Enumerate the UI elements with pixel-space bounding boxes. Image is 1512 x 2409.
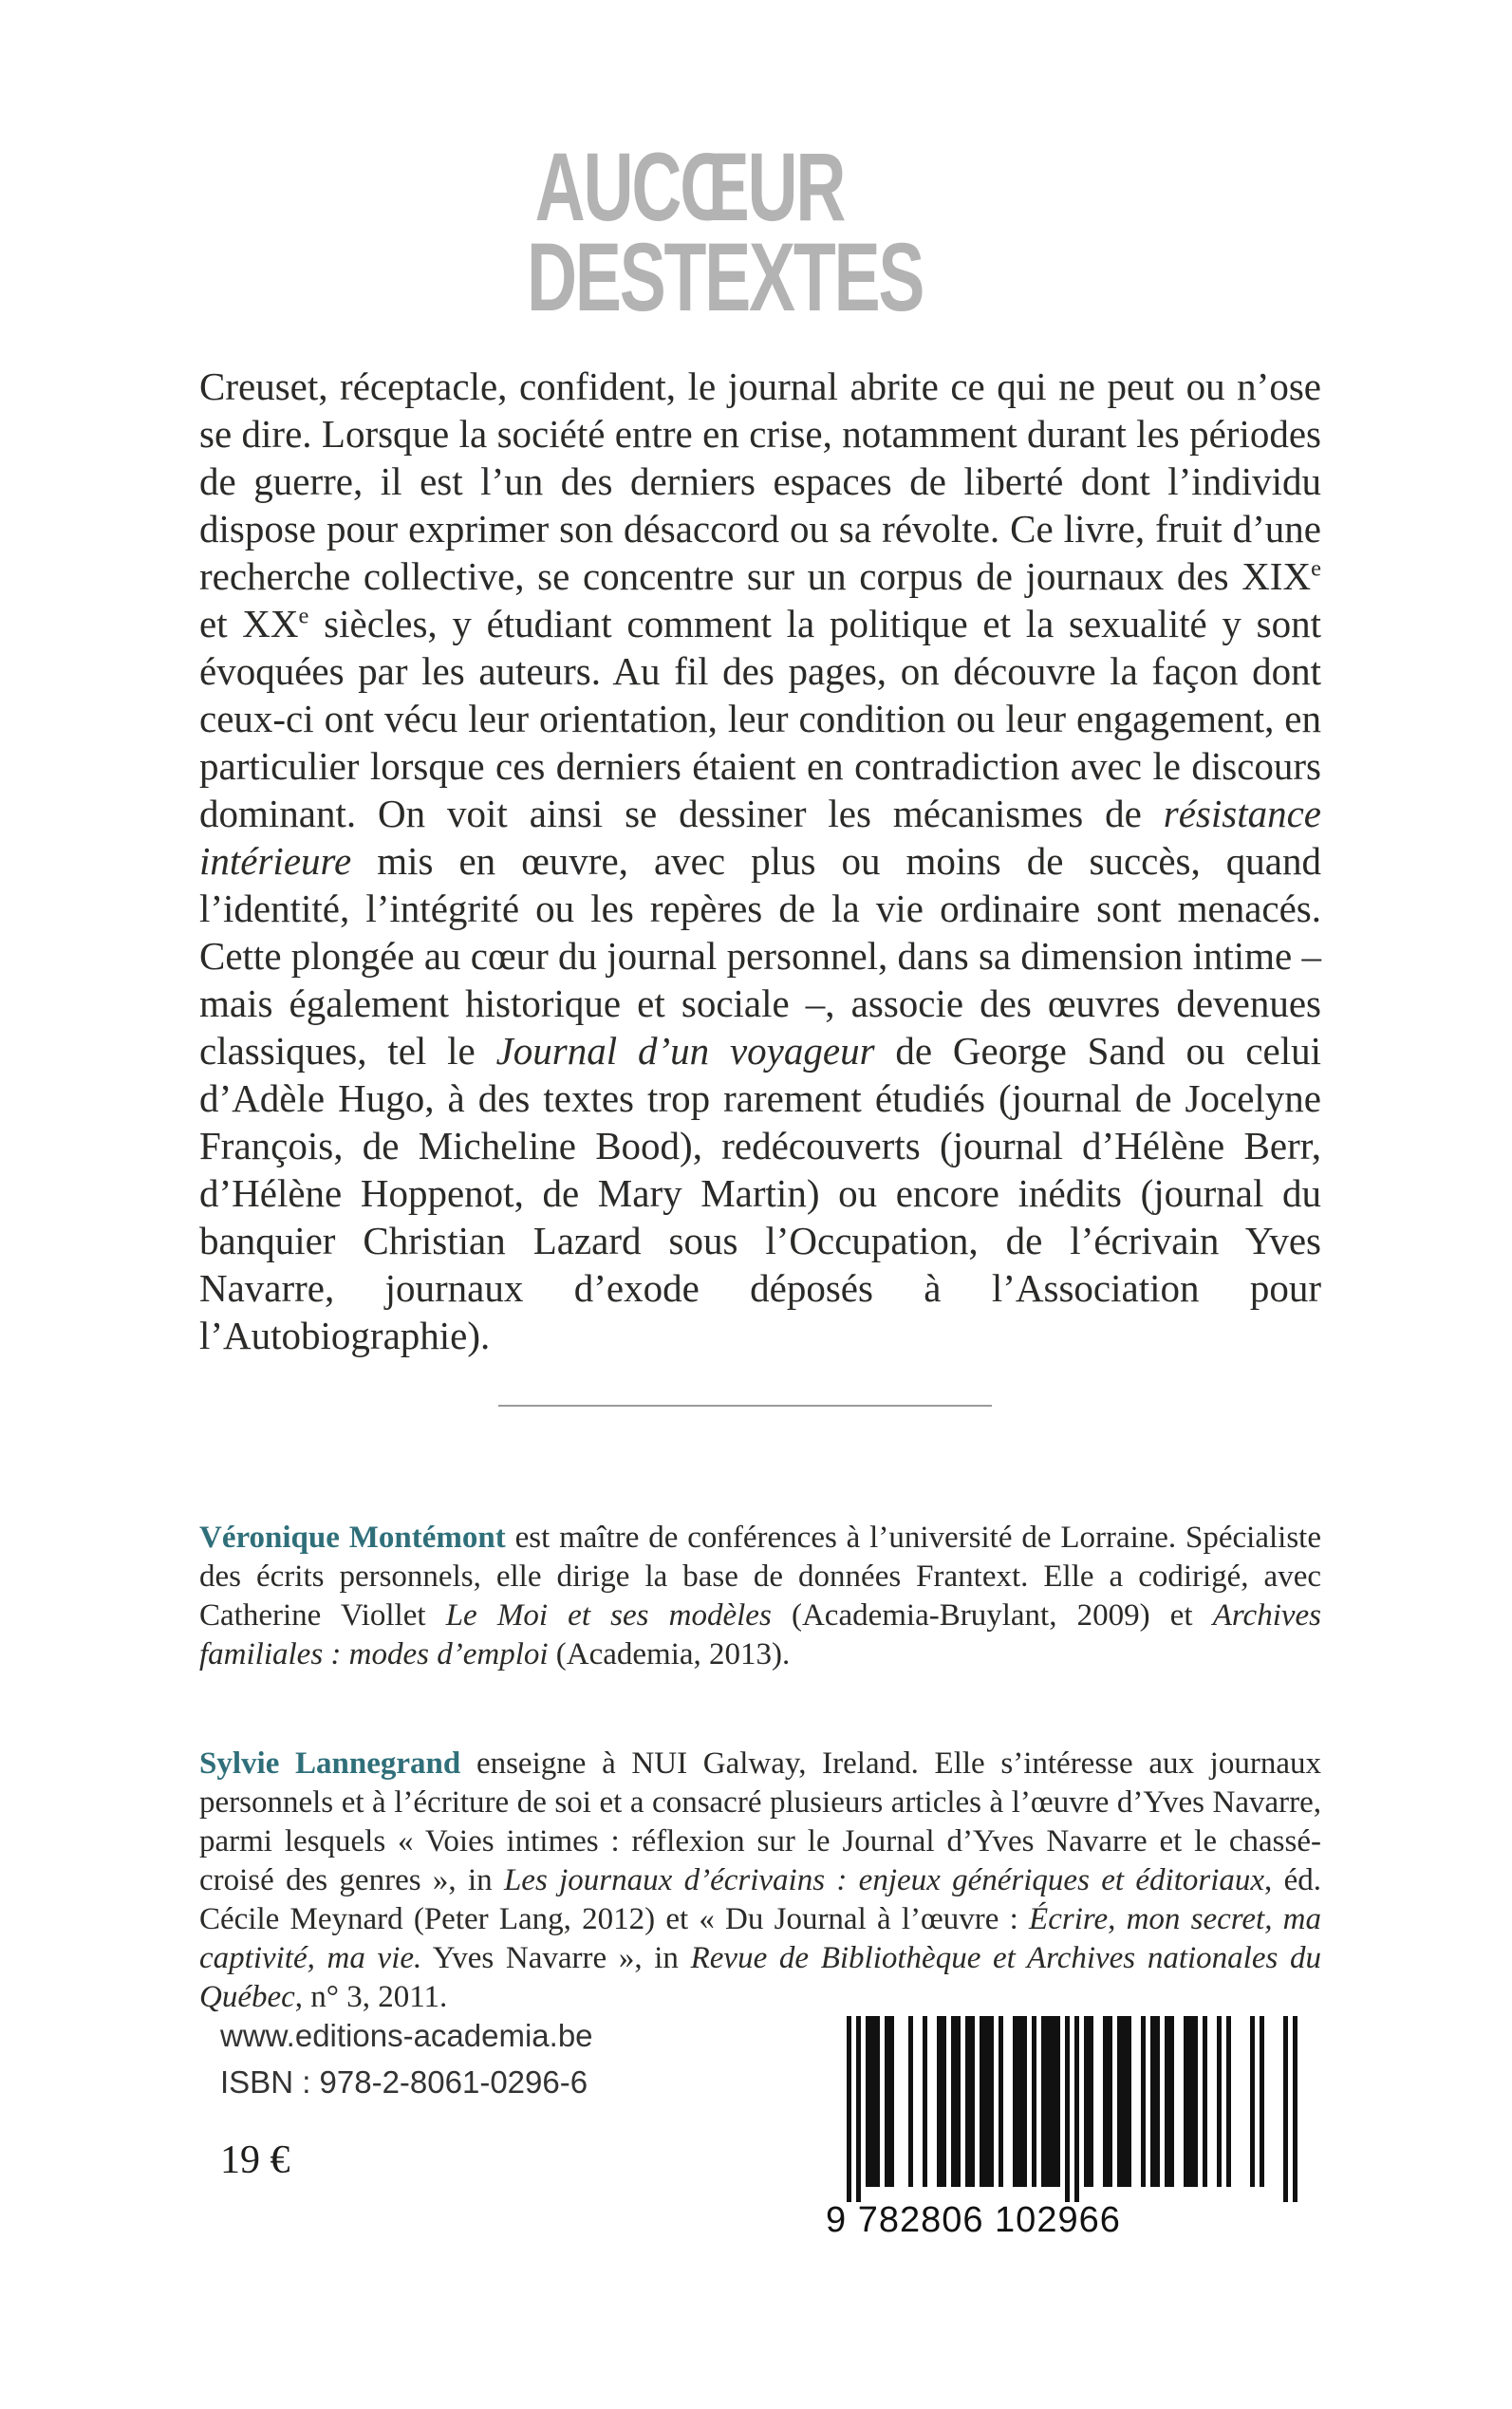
century-19-sup: e: [1311, 555, 1321, 582]
author-bio-montemont: [199, 1519, 1321, 1674]
isbn-number: ISBN : 978-2-8061-0296-6: [220, 2064, 588, 2100]
barcode: [820, 2012, 1314, 2242]
author-name: Sylvie Lannegrand: [199, 1746, 461, 1781]
barcode-bar: [1032, 2016, 1036, 2187]
barcode-bar: [989, 2016, 994, 2187]
author-bio-lannegrand: [199, 1745, 1321, 2017]
summary-part-2: siècles, y étudiant comment la politique et la sexualité y sont évoquées par les auteurs. Au fil des pages, on découvre la façon dont ceux-ci ont vécu leur orientation, leur condition ou leur engagement, en particulier lorsque ces derniers étaient en contradiction avec le discours dominant. On voit ainsi se dessiner les mécanismes de: [199, 602, 1321, 835]
barcode-bar: [1051, 2016, 1055, 2187]
barcode-bar: [1084, 2016, 1089, 2187]
barcode-bar: [937, 2016, 942, 2187]
century-20: XX: [242, 602, 299, 645]
barcode-bar: [1065, 2016, 1070, 2202]
bio-text: , n° 3, 2011.: [294, 1980, 448, 2014]
barcode-bars: [820, 2012, 1314, 2202]
summary-italic-2: Journal d’un voyageur: [495, 1029, 875, 1073]
barcode-bar: [875, 2016, 880, 2187]
barcode-bar: [923, 2016, 927, 2187]
barcode-bar: [1155, 2016, 1160, 2187]
series-logo: [527, 133, 924, 331]
barcode-bar: [1260, 2016, 1264, 2187]
barcode-bar: [1293, 2016, 1297, 2202]
barcode-bar: [856, 2016, 861, 2202]
barcode-bar: [1046, 2016, 1051, 2187]
barcode-bar: [942, 2016, 946, 2187]
bio-italic: Écrire, mon secret, ma captivité, ma vie.: [199, 1902, 1321, 1975]
barcode-bar: [1141, 2016, 1146, 2187]
bio-italic: Le Moi et ses modèles: [445, 1598, 772, 1633]
bio-text: est maître de conférences à l’université de Lorraine. Spécialiste des écrits personnels, elle dirige la base de données Frantext. Elle a codirigé, avec Catherine Viollet: [199, 1521, 1321, 1633]
barcode-bar: [951, 2016, 956, 2187]
barcode-bar: [1188, 2016, 1193, 2187]
barcode-bar: [866, 2016, 870, 2187]
barcode-bar: [885, 2016, 889, 2187]
summary-part-3: mis en œuvre, avec plus ou moins de succès, quand l’identité, l’intégrité ou les repères de la vie ordinaire sont menacés. Cette plongée au cœur du journal personnel, dans sa dimension intime – mais également historique et sociale –, associe des œuvres devenues classiques, tel le: [199, 839, 1321, 1073]
bio-italic: Revue de Bibliothèque et Archives nationales du Québec: [199, 1941, 1321, 2014]
barcode-bar: [1013, 2016, 1017, 2187]
barcode-bar: [1108, 2016, 1112, 2187]
logo-line-2: DESTEXTES: [527, 222, 924, 331]
bio-text: , éd. Cécile Meynard (Peter Lang, 2012) et « Du Journal à l’œuvre :: [199, 1863, 1322, 1936]
section-divider: [498, 1405, 992, 1407]
barcode-bar: [1250, 2016, 1255, 2187]
bio-italic: Les journaux d’écrivains : enjeux génériques et éditoriaux: [503, 1863, 1265, 1897]
barcode-bar: [956, 2016, 961, 2187]
barcode-bar: [980, 2016, 984, 2187]
bio-text: (Academia, 2013).: [548, 1637, 791, 1671]
barcode-bar: [1122, 2016, 1127, 2187]
bio-text: (Academia-Bruylant, 2009) et: [771, 1598, 1213, 1633]
barcode-bar: [1055, 2016, 1060, 2187]
logo-line-1: AUCŒUR: [534, 133, 845, 241]
bio-text: Yves Navarre », in: [421, 1941, 691, 1975]
summary-part-1: Creuset, réceptacle, confident, le journal abrite ce qui ne peut ou n’ose se dire. Lorsque la société entre en crise, notamment durant les périodes de guerre, il est l’un des derniers espaces de liberté dont l’individu dispose pour exprimer son désaccord ou sa révolte. Ce livre, fruit d’une recherche collective, se concentre sur un corpus de journaux des: [199, 364, 1321, 598]
book-summary: [199, 363, 1321, 1359]
barcode-bar: [1127, 2016, 1131, 2187]
barcode-bar: [1103, 2016, 1108, 2187]
barcode-bar: [889, 2016, 894, 2187]
summary-italic-1: résistance intérieure: [199, 792, 1321, 883]
bio-text: enseigne à NUI Galway, Ireland. Elle s’intéresse aux journaux personnels et à l’écriture de soi et a consacré plusieurs articles à l’œuvre d’Yves Navarre, parmi lesquels « Voies intimes : réflexion sur le Journal d’Yves Navarre et le chassé-croisé des genres », in: [199, 1746, 1321, 1897]
barcode-bar: [1165, 2016, 1169, 2187]
barcode-bar: [1203, 2016, 1207, 2187]
barcode-bar: [1089, 2016, 1093, 2187]
barcode-bar: [1074, 2016, 1079, 2202]
century-20-sup: e: [298, 603, 309, 629]
summary-part-4: de George Sand ou celui d’Adèle Hugo, à des textes trop rarement étudiés (journal de Jocelyne François, de Micheline Bood), redécouverts (journal d’Hélène Berr, d’Hélène Hoppenot, de Mary Martin) ou encore inédits (journal du banquier Christian Lazard sous l’Occupation, de l’écrivain Yves Navarre, journaux d’exode déposés à l’Association pour l’Autobiographie).: [199, 1029, 1322, 1357]
barcode-bar: [1041, 2016, 1046, 2187]
barcode-bar: [847, 2016, 851, 2202]
barcode-bar: [970, 2016, 975, 2187]
summary-and: et: [199, 602, 243, 645]
barcode-bar: [965, 2016, 970, 2187]
bio-italic: Archives familiales : modes d’emploi: [199, 1598, 1321, 1671]
publisher-website[interactable]: www.editions-academia.be: [220, 2018, 593, 2053]
barcode-bar: [1184, 2016, 1188, 2187]
barcode-bar: [1017, 2016, 1022, 2187]
century-19: XIX: [1241, 554, 1312, 598]
barcode-bar: [1283, 2016, 1288, 2202]
author-name: Véronique Montémont: [199, 1521, 506, 1555]
barcode-digits: 9 782806 102966: [826, 2200, 1121, 2240]
barcode-bar: [999, 2016, 1003, 2187]
barcode-bar: [984, 2016, 989, 2187]
barcode-bar: [1226, 2016, 1231, 2187]
price: 19 €: [220, 2138, 290, 2182]
barcode-bar: [1150, 2016, 1155, 2187]
barcode-bar: [1217, 2016, 1222, 2187]
barcode-bar: [870, 2016, 875, 2187]
barcode-bar: [1117, 2016, 1122, 2187]
barcode-bar: [908, 2016, 913, 2187]
barcode-bar: [1193, 2016, 1198, 2187]
barcode-bar: [1022, 2016, 1027, 2187]
barcode-bar: [1169, 2016, 1174, 2187]
